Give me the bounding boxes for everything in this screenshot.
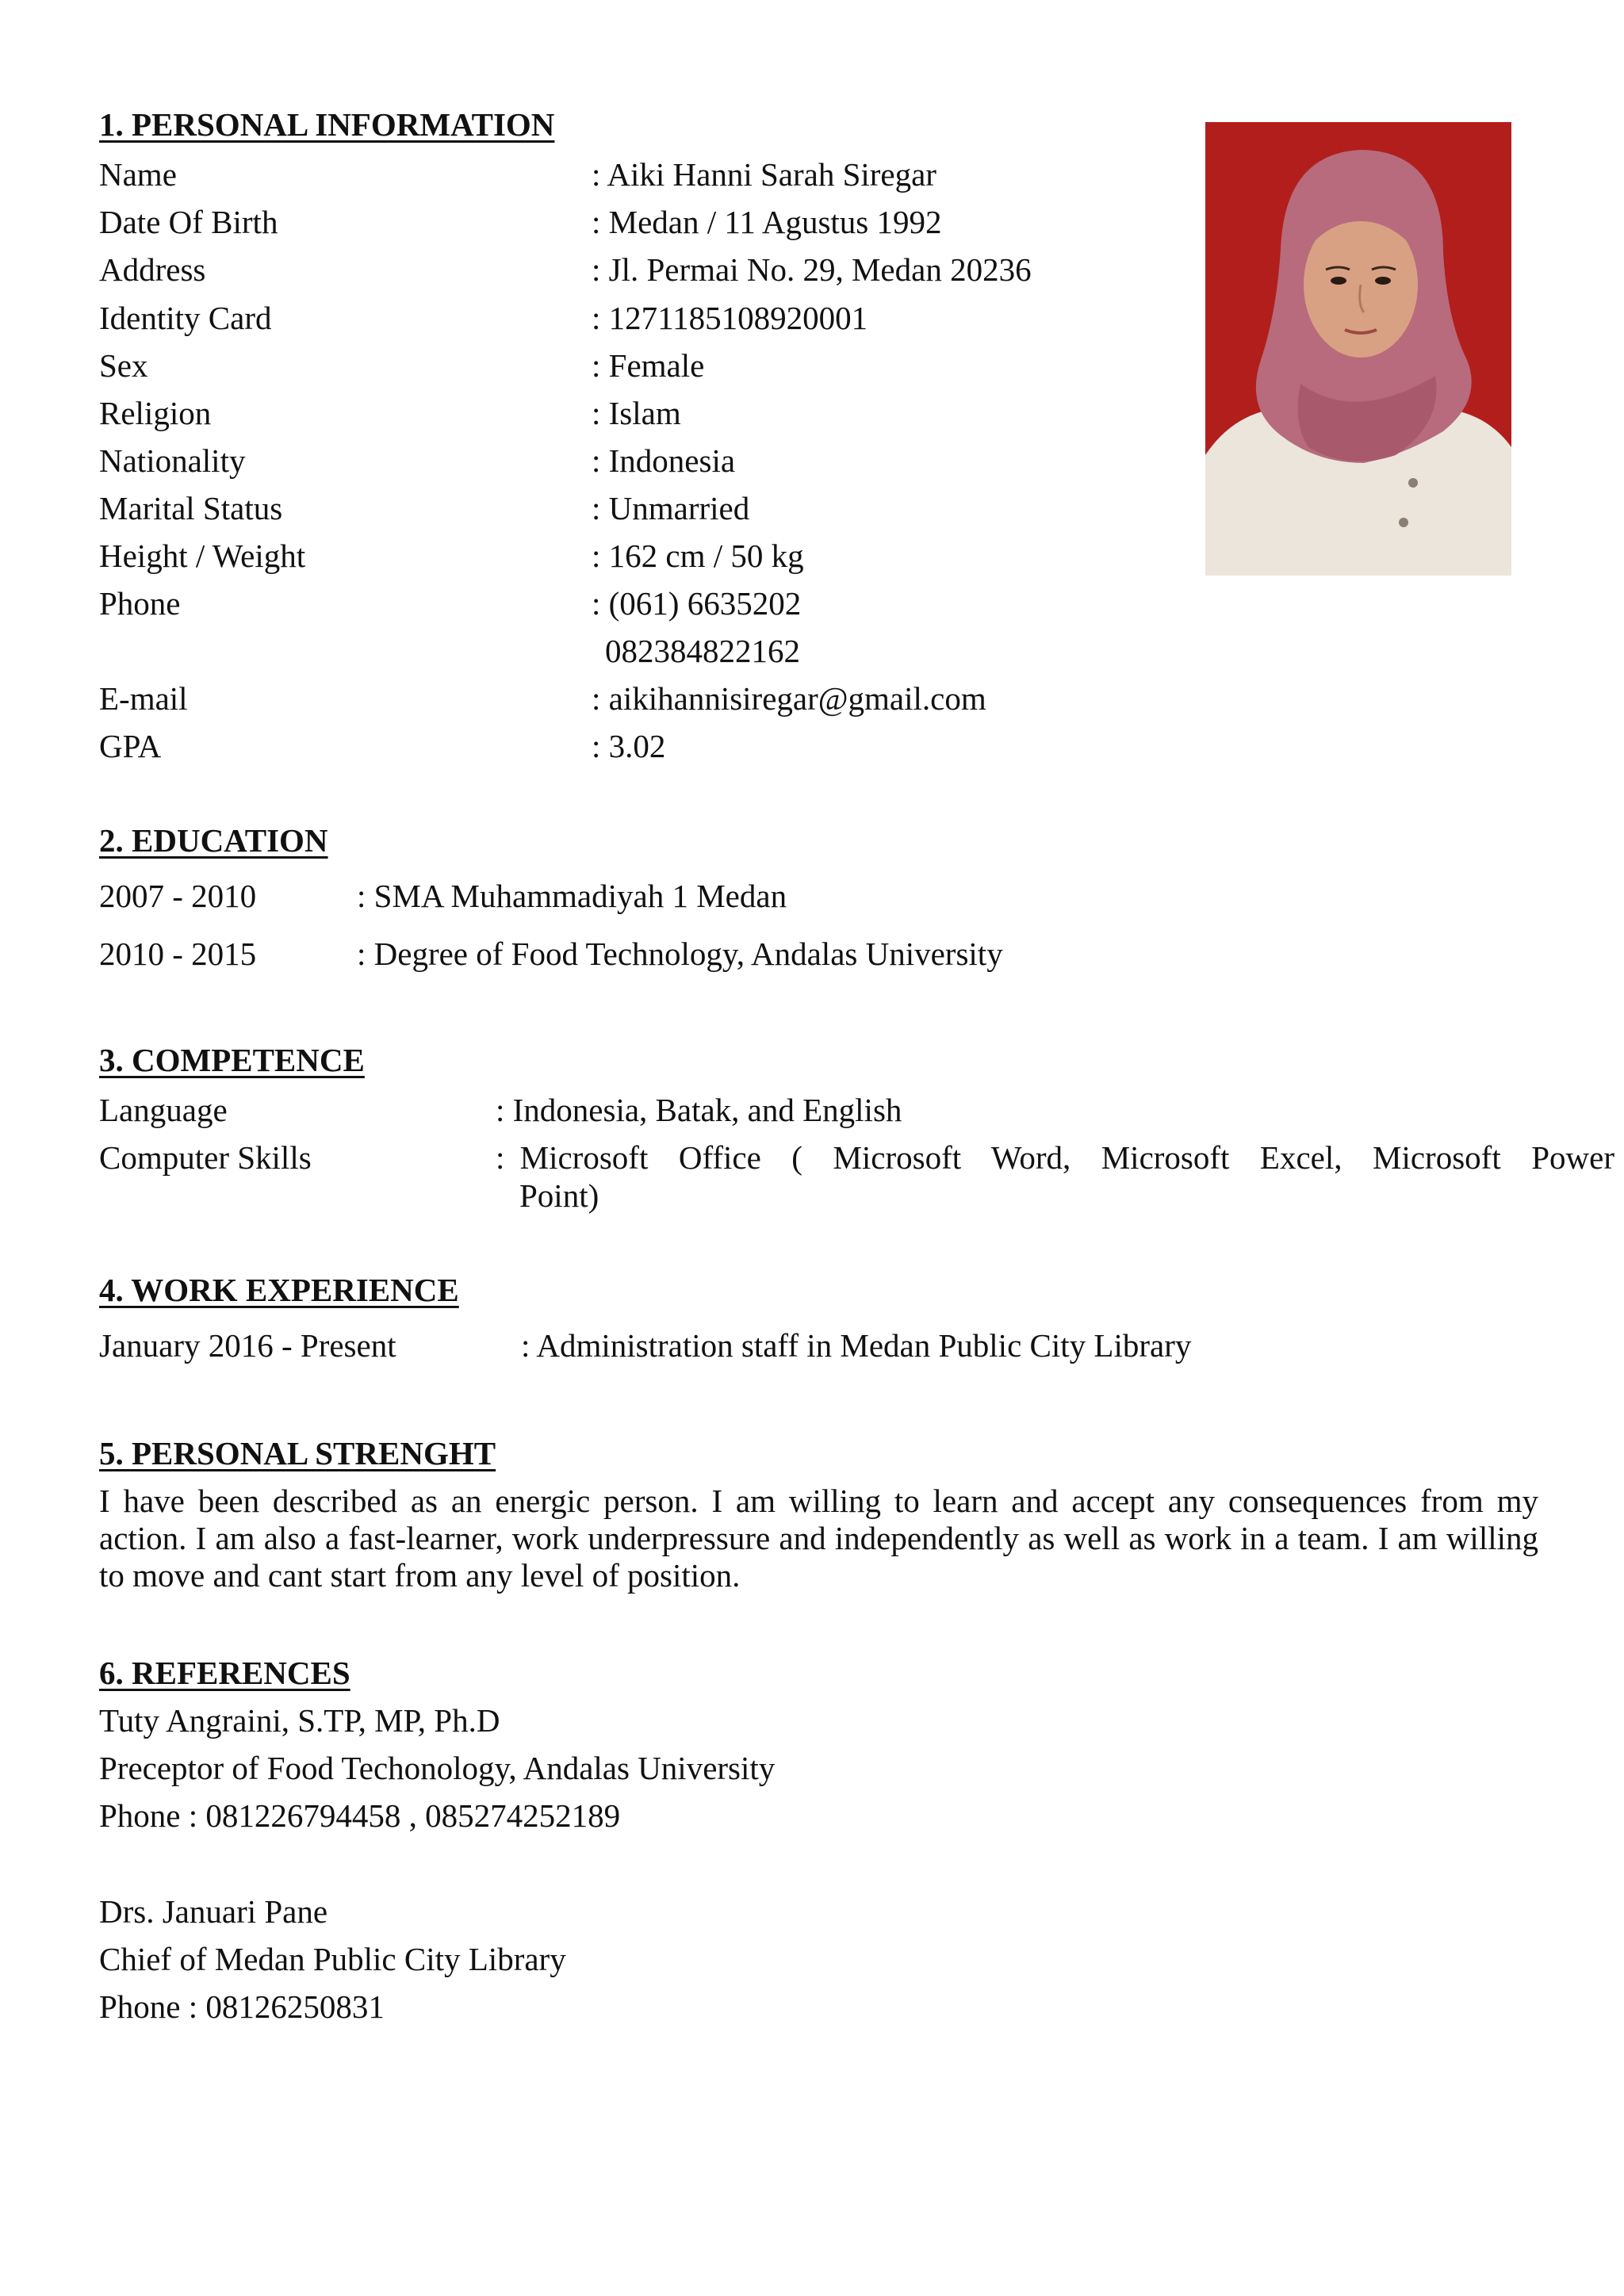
- reference-phone: Phone : 081226794458 , 085274252189: [99, 1797, 621, 1834]
- nationality-label: Nationality: [99, 442, 246, 479]
- section-heading-personal-strength: 5. PERSONAL STRENGHT: [99, 1435, 496, 1471]
- sex-value: : Female: [592, 347, 705, 384]
- height-weight-label: Height / Weight: [99, 538, 306, 574]
- reference-name: Tuty Angraini, S.TP, MP, Ph.D: [99, 1702, 500, 1739]
- section-heading-personal-information: 1. PERSONAL INFORMATION: [99, 106, 555, 143]
- marital-status-label: Marital Status: [99, 490, 283, 526]
- education-school: : SMA Muhammadiyah 1 Medan: [357, 878, 787, 914]
- date-of-birth-value: : Medan / 11 Agustus 1992: [592, 204, 942, 240]
- nationality-value: : Indonesia: [592, 442, 736, 479]
- address-label: Address: [99, 251, 206, 288]
- identity-card-value: : 1271185108920001: [592, 300, 868, 336]
- language-value: : Indonesia, Batak, and English: [496, 1092, 902, 1128]
- education-years: 2007 - 2010: [99, 878, 257, 914]
- height-weight-value: : 162 cm / 50 kg: [592, 538, 804, 574]
- profile-photo-illustration: [1205, 122, 1511, 576]
- work-period: January 2016 - Present: [99, 1327, 396, 1364]
- address-value: : Jl. Permai No. 29, Medan 20236: [592, 251, 1032, 288]
- education-years: 2010 - 2015: [99, 936, 257, 972]
- section-heading-work-experience: 4. WORK EXPERIENCE: [99, 1272, 459, 1308]
- email-value: : aikihannisiregar@gmail.com: [592, 680, 986, 717]
- name-label: Name: [99, 156, 177, 193]
- education-school: : Degree of Food Technology, Andalas University: [357, 936, 1003, 972]
- work-position: : Administration staff in Medan Public City Library: [521, 1327, 1192, 1364]
- section-heading-references: 6. REFERENCES: [99, 1655, 350, 1691]
- reference-name: Drs. Januari Pane: [99, 1893, 328, 1930]
- profile-photo: [1205, 122, 1511, 576]
- phone-value: : (061) 6635202: [592, 585, 802, 622]
- reference-title: Preceptor of Food Techonology, Andalas University: [99, 1750, 776, 1786]
- sex-label: Sex: [99, 347, 148, 384]
- religion-label: Religion: [99, 395, 212, 431]
- computer-skills-value: : Microsoft Office ( Microsoft Word, Microsoft Excel, Microsoft Power: [496, 1139, 1614, 1176]
- gpa-label: GPA: [99, 728, 162, 764]
- religion-value: : Islam: [592, 395, 681, 431]
- reference-title: Chief of Medan Public City Library: [99, 1941, 566, 1977]
- personal-strength-text: I have been described as an energic person. I am willing to learn and accept any consequences from my action. I am also a fast-learner, work underpressure and independently as well as work in a team. I am willing to move and cant start from any level of position.: [99, 1483, 1538, 1594]
- name-value: : Aiki Hanni Sarah Siregar: [592, 156, 936, 193]
- phone-mobile-value: 082384822162: [605, 633, 800, 669]
- phone-label: Phone: [99, 585, 181, 622]
- gpa-value: : 3.02: [592, 728, 666, 764]
- section-heading-competence: 3. COMPETENCE: [99, 1042, 365, 1078]
- language-label: Language: [99, 1092, 228, 1128]
- computer-skills-label: Computer Skills: [99, 1139, 312, 1176]
- section-heading-education: 2. EDUCATION: [99, 822, 328, 859]
- marital-status-value: : Unmarried: [592, 490, 750, 526]
- identity-card-label: Identity Card: [99, 300, 272, 336]
- email-label: E-mail: [99, 680, 188, 717]
- reference-phone: Phone : 08126250831: [99, 1988, 385, 2025]
- date-of-birth-label: Date Of Birth: [99, 204, 278, 240]
- computer-skills-value-continued: Point): [519, 1177, 599, 1214]
